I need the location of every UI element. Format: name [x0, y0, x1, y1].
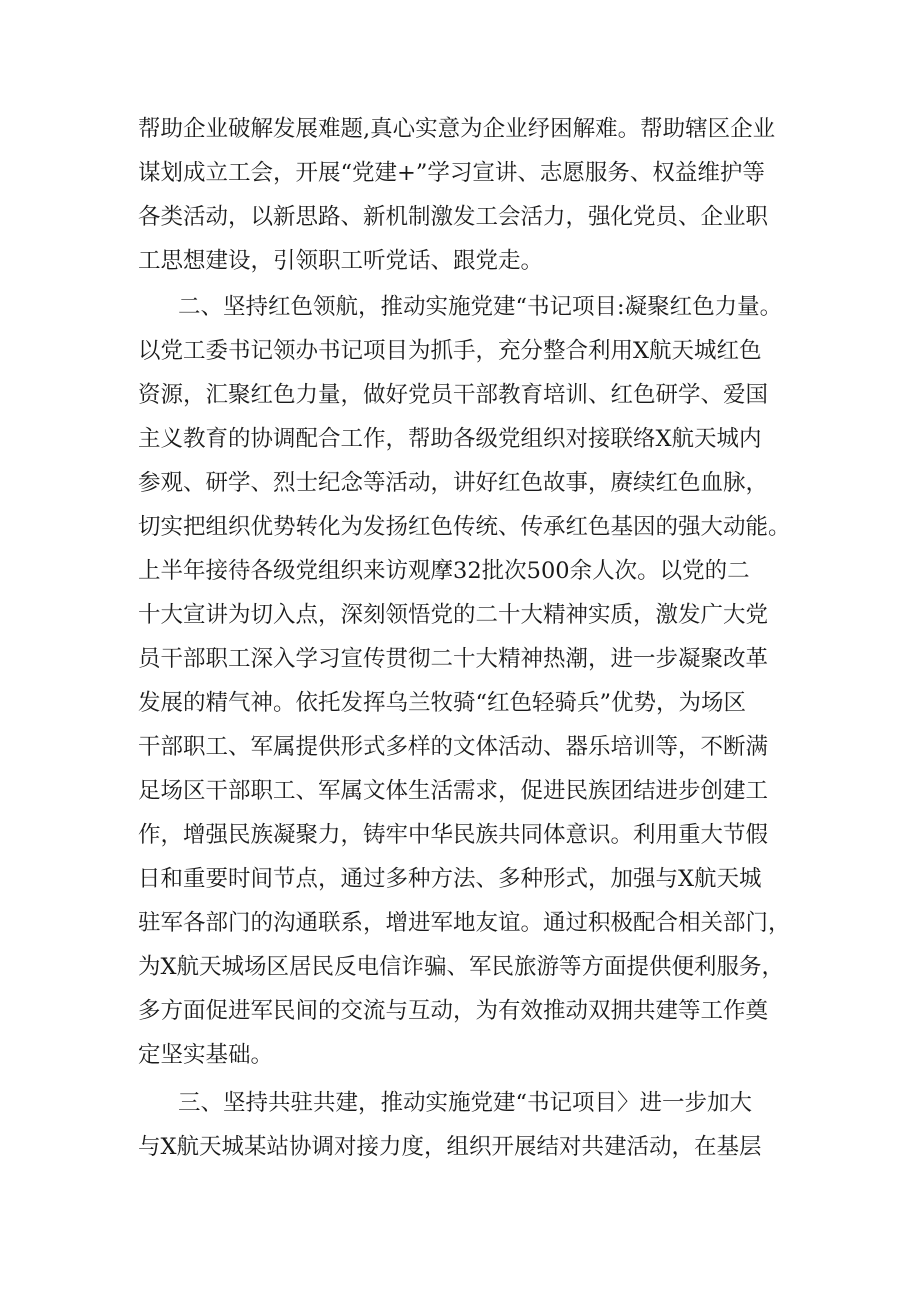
- paragraph-line: 上半年接待各级党组织来访观摩32批次500余人次。以党的二: [138, 558, 750, 584]
- paragraph-line: 日和重要时间节点，通过多种方法、多种形式，加强与X航天城: [138, 866, 762, 892]
- paragraph-line: 驻军各部门的沟通联系，增进军地友谊。通过积极配合相关部门，: [138, 910, 791, 936]
- paragraph-line: 作，增强民族凝聚力，铸牢中华民族共同体意识。利用重大节假: [138, 822, 769, 848]
- paragraph-line: 切实把组织优势转化为发扬红色传统、传承红色基因的强大动能。: [138, 514, 791, 540]
- paragraph-line: 与X航天城某站协调对接力度，组织开展结对共建活动，在基层: [138, 1134, 762, 1160]
- paragraph-line: 参观、研学、烈士纪念等活动，讲好红色故事，赓续红色血脉，: [138, 470, 769, 496]
- paragraph-line: 工思想建设，引领职工听党话、跟党走。: [138, 248, 544, 274]
- paragraph-line: 多方面促进军民间的交流与互动，为有效推动双拥共建等工作奠: [138, 998, 769, 1024]
- section-heading-line: 二、坚持红色领航，推动实施党建“书记项目:凝聚红色力量。: [178, 294, 783, 320]
- paragraph-line: 帮助企业破解发展难题,真心实意为企业纾困解难。帮助辖区企业: [138, 116, 776, 142]
- paragraph-line: 谋划成立工会，开展“党建+”学习宣讲、志愿服务、权益维护等: [138, 160, 765, 186]
- paragraph-line: 资源，汇聚红色力量，做好党员干部教育培训、红色研学、爱国: [138, 382, 769, 408]
- section-heading-line: 三、坚持共驻共建，推动实施党建“书记项目〉进一步加大: [178, 1090, 753, 1116]
- paragraph-line: 发展的精气神。依托发挥乌兰牧骑“红色轻骑兵”优势，为场区: [138, 690, 747, 716]
- paragraph-line: 十大宣讲为切入点，深刻领悟党的二十大精神实质，激发广大党: [138, 602, 769, 628]
- paragraph-line: 各类活动，以新思路、新机制激发工会活力，强化党员、企业职: [138, 204, 769, 230]
- paragraph-line: 足场区干部职工、军属文体生活需求，促进民族团结进步创建工: [138, 778, 769, 804]
- paragraph-line: 主义教育的协调配合工作，帮助各级党组织对接联络X航天城内: [138, 426, 762, 452]
- paragraph-line: 为X航天城场区居民反电信诈骗、军民旅游等方面提供便利服务，: [138, 954, 785, 980]
- paragraph-line: 定坚实基础。: [138, 1042, 274, 1068]
- paragraph-line: 以党工委书记领办书记项目为抓手，充分整合利用X航天城红色: [138, 338, 762, 364]
- paragraph-line: 干部职工、军属提供形式多样的文体活动、器乐培训等，不断满: [138, 734, 769, 760]
- paragraph-line: 员干部职工深入学习宣传贯彻二十大精神热潮，进一步凝聚改革: [138, 646, 769, 672]
